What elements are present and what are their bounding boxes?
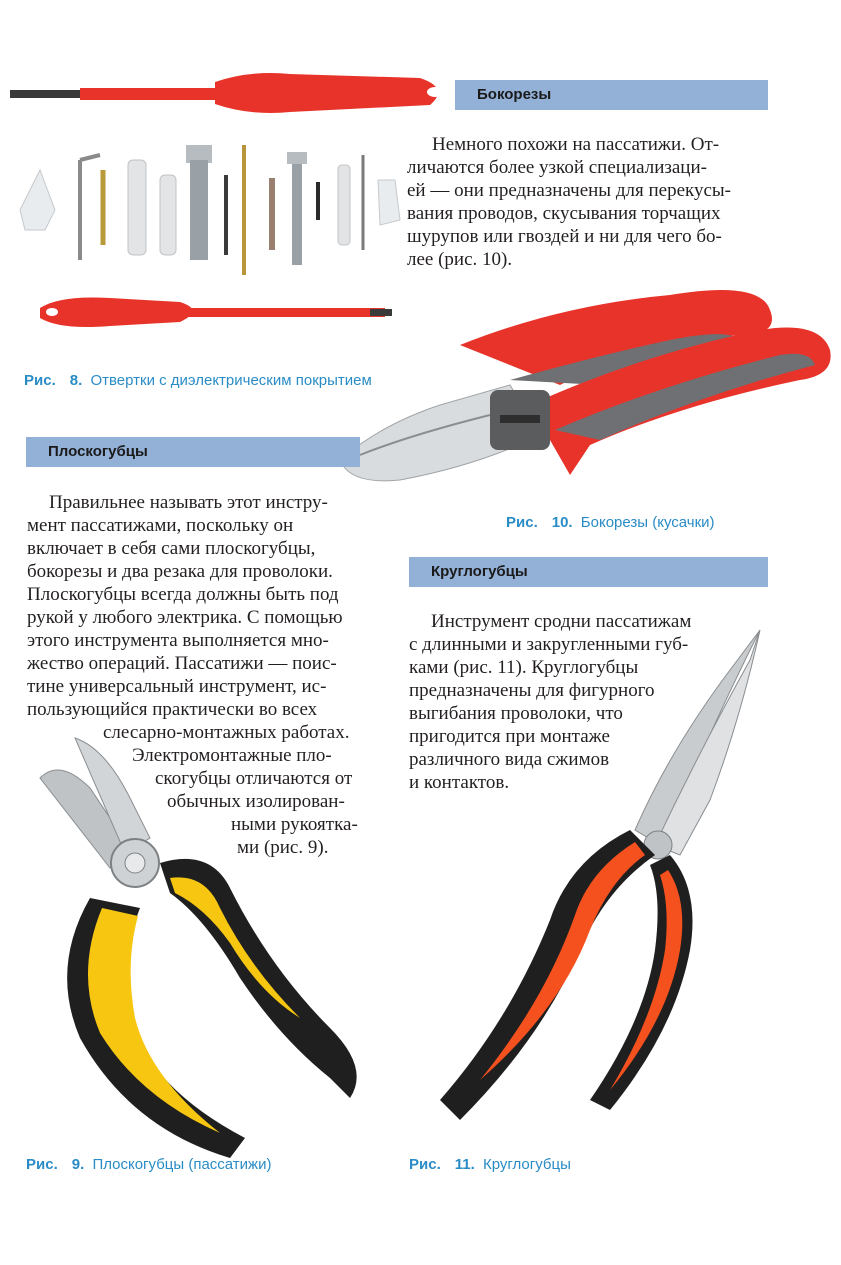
text-line: Инструмент сродни пассатижам (431, 611, 692, 632)
text-line: жество операций. Пассатижи — поис- (27, 653, 337, 674)
figure-9-pliers (30, 738, 370, 1158)
text-line: ей — они предназначены для перекусы- (407, 180, 731, 201)
text-line: ми (рис. 9). (237, 837, 329, 858)
section-title: Бокорезы (477, 86, 552, 103)
section-heading-ploskogubtsy (26, 437, 360, 467)
text-line: этого инструмента выполняется мно- (27, 630, 329, 651)
text-line: Немного похожи на пассатижи. От- (432, 134, 720, 155)
caption-fig-9 (26, 1156, 271, 1173)
text-line: ками (рис. 11). Круглогубцы (409, 657, 639, 678)
caption-text: Плоскогубцы (пассатижи) (92, 1156, 272, 1173)
section-heading-bokorezy (455, 80, 768, 110)
text-line: Электромонтажные пло- (132, 745, 332, 766)
text-line: слесарно-монтажных работах. (103, 722, 350, 743)
caption-number: 9. (71, 1156, 85, 1173)
text-line: предназначены для фигурного (409, 680, 655, 701)
text-line: вания проводов, скусывания торчащих (407, 203, 721, 224)
figure-10-side-cutters (340, 275, 840, 515)
caption-text: Отвертки с диэлектрическим покрытием (90, 372, 372, 389)
text-line: Правильнее называть этот инстру- (49, 492, 328, 513)
screwdriver-top (10, 73, 443, 113)
figure-11-round-nose-pliers (430, 630, 730, 1130)
text-line: мент пассатижами, поскольку он (27, 515, 294, 536)
section-title: Плоскогубцы (48, 443, 148, 460)
caption-prefix: Рис. (506, 514, 538, 531)
text-line: рукой у любого электрика. С помощью (27, 607, 343, 628)
section-title: Круглогубцы (431, 563, 528, 580)
paragraph-bokorezy (407, 133, 769, 271)
caption-fig-10 (506, 514, 715, 531)
text-line: пользующийся практически во всех (27, 699, 318, 720)
text-line: и контактов. (409, 772, 510, 793)
caption-prefix: Рис. (24, 372, 56, 389)
caption-fig-8 (24, 372, 372, 389)
text-line: скогубцы отличаются от (155, 768, 353, 789)
text-line: обычных изолирован- (167, 791, 345, 812)
text-line: выгибания проволоки, что (409, 703, 623, 724)
fasteners-row (20, 145, 400, 275)
text-line: Плоскогубцы всегда должны быть под (27, 584, 339, 605)
caption-prefix: Рис. (26, 1156, 58, 1173)
caption-fig-11 (409, 1156, 571, 1173)
text-line: бокорезы и два резака для проволоки. (27, 561, 333, 582)
section-heading-kruglogubtsy (409, 557, 768, 587)
caption-number: 10. (551, 514, 573, 531)
text-line: лее (рис. 10). (407, 249, 513, 270)
text-line: шурупов или гвоздей и ни для чего бо- (407, 226, 722, 247)
caption-number: 8. (69, 372, 83, 389)
text-line: различного вида сжимов (409, 749, 610, 770)
text-line: с длинными и закругленными губ- (409, 634, 689, 655)
text-line: ными рукоятка- (231, 814, 358, 835)
text-line: включает в себя сами плоскогубцы, (27, 538, 316, 559)
caption-text: Бокорезы (кусачки) (580, 514, 715, 531)
caption-text: Круглогубцы (482, 1156, 571, 1173)
caption-prefix: Рис. (409, 1156, 441, 1173)
text-line: личаются более узкой специализаци- (407, 157, 707, 178)
caption-number: 11. (454, 1156, 475, 1173)
text-line: тине универсальный инструмент, ис- (27, 676, 327, 697)
text-line: пригодится при монтаже (409, 726, 610, 747)
